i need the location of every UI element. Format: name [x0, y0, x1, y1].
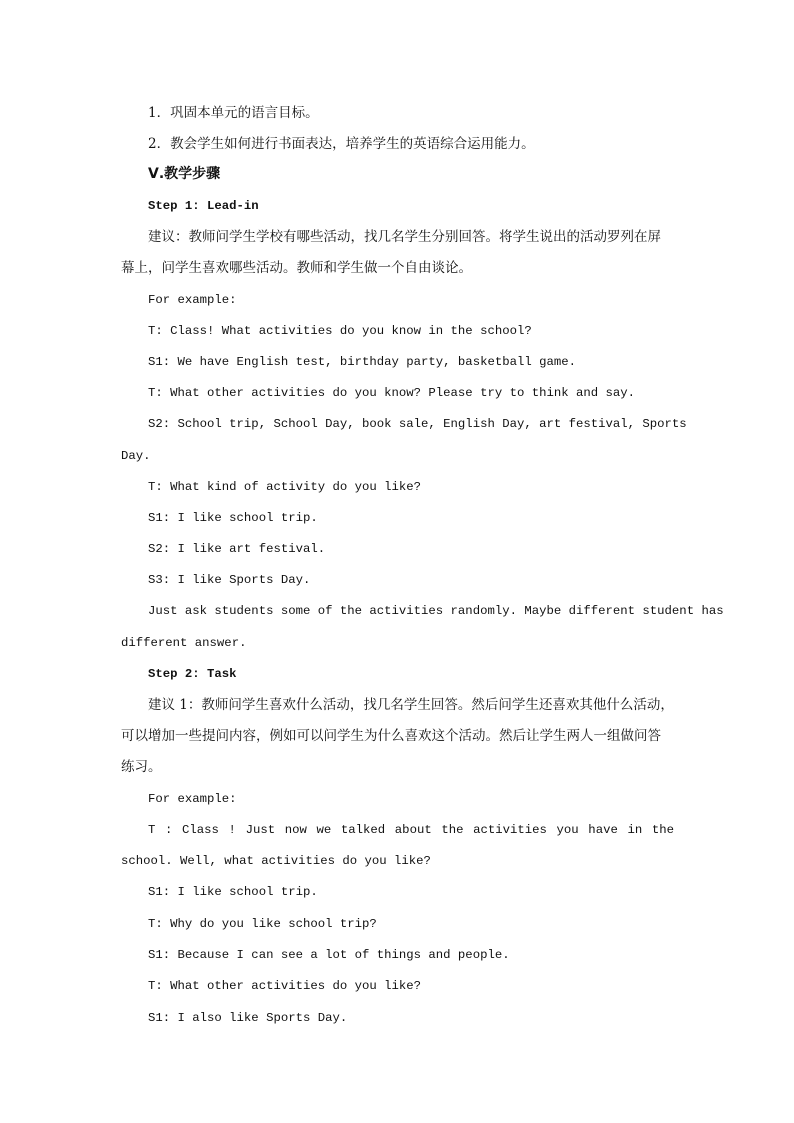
step2-suggestion-line3: 练习。: [121, 759, 162, 775]
dialogue-line: T : Class ! Just now we talked about the activities you have in the: [148, 823, 674, 837]
dialogue-line: S1: Because I can see a lot of things and people.: [148, 948, 510, 962]
step1-note-line2: different answer.: [121, 636, 247, 650]
step2-suggestion-line2: 可以增加一些提问内容，例如可以问学生为什么喜欢这个活动。然后让学生两人一组做问答: [121, 728, 661, 744]
dialogue-line: school. Well, what activities do you like?: [121, 854, 431, 868]
dialogue-line: Day.: [121, 449, 151, 463]
dialogue-line: S2: I like art festival.: [148, 542, 326, 556]
dialogue-line: S1: We have English test, birthday party, basketball game.: [148, 355, 577, 369]
dialogue-line: T: Why do you like school trip?: [148, 917, 377, 931]
dialogue-line: T: What other activities do you know? Please try to think and say.: [148, 386, 636, 400]
dialogue-line: T: What other activities do you like?: [148, 979, 422, 993]
step1-note-line1: Just ask students some of the activities randomly. Maybe different student has: [148, 604, 724, 618]
step2-suggestion-line1: 建议 1：教师问学生喜欢什么活动，找几名学生回答。然后问学生还喜欢其他什么活动，: [148, 697, 674, 713]
step2-for-example: For example:: [148, 792, 237, 806]
step2-title: Step 2: Task: [148, 667, 237, 681]
dialogue-line: T: Class! What activities do you know in the school?: [148, 324, 532, 338]
objective-1: 1．巩固本单元的语言目标。: [148, 105, 319, 121]
step1-title: Step 1: Lead-in: [148, 199, 259, 213]
step1-suggestion-line1: 建议：教师问学生学校有哪些活动，找几名学生分别回答。将学生说出的活动罗列在屏: [148, 229, 661, 245]
step1-for-example: For example:: [148, 293, 237, 307]
dialogue-line: S2: School trip, School Day, book sale, English Day, art festival, Sports: [148, 417, 687, 431]
dialogue-line: S1: I like school trip.: [148, 885, 318, 899]
dialogue-line: T: What kind of activity do you like?: [148, 480, 422, 494]
section-heading: Ⅴ.教学步骤: [148, 166, 221, 182]
objective-2: 2．教会学生如何进行书面表达，培养学生的英语综合运用能力。: [148, 136, 535, 152]
dialogue-line: S3: I like Sports Day.: [148, 573, 311, 587]
dialogue-line: S1: I like school trip.: [148, 511, 318, 525]
step1-suggestion-line2: 幕上，问学生喜欢哪些活动。教师和学生做一个自由谈论。: [121, 260, 472, 276]
dialogue-line: S1: I also like Sports Day.: [148, 1011, 348, 1025]
